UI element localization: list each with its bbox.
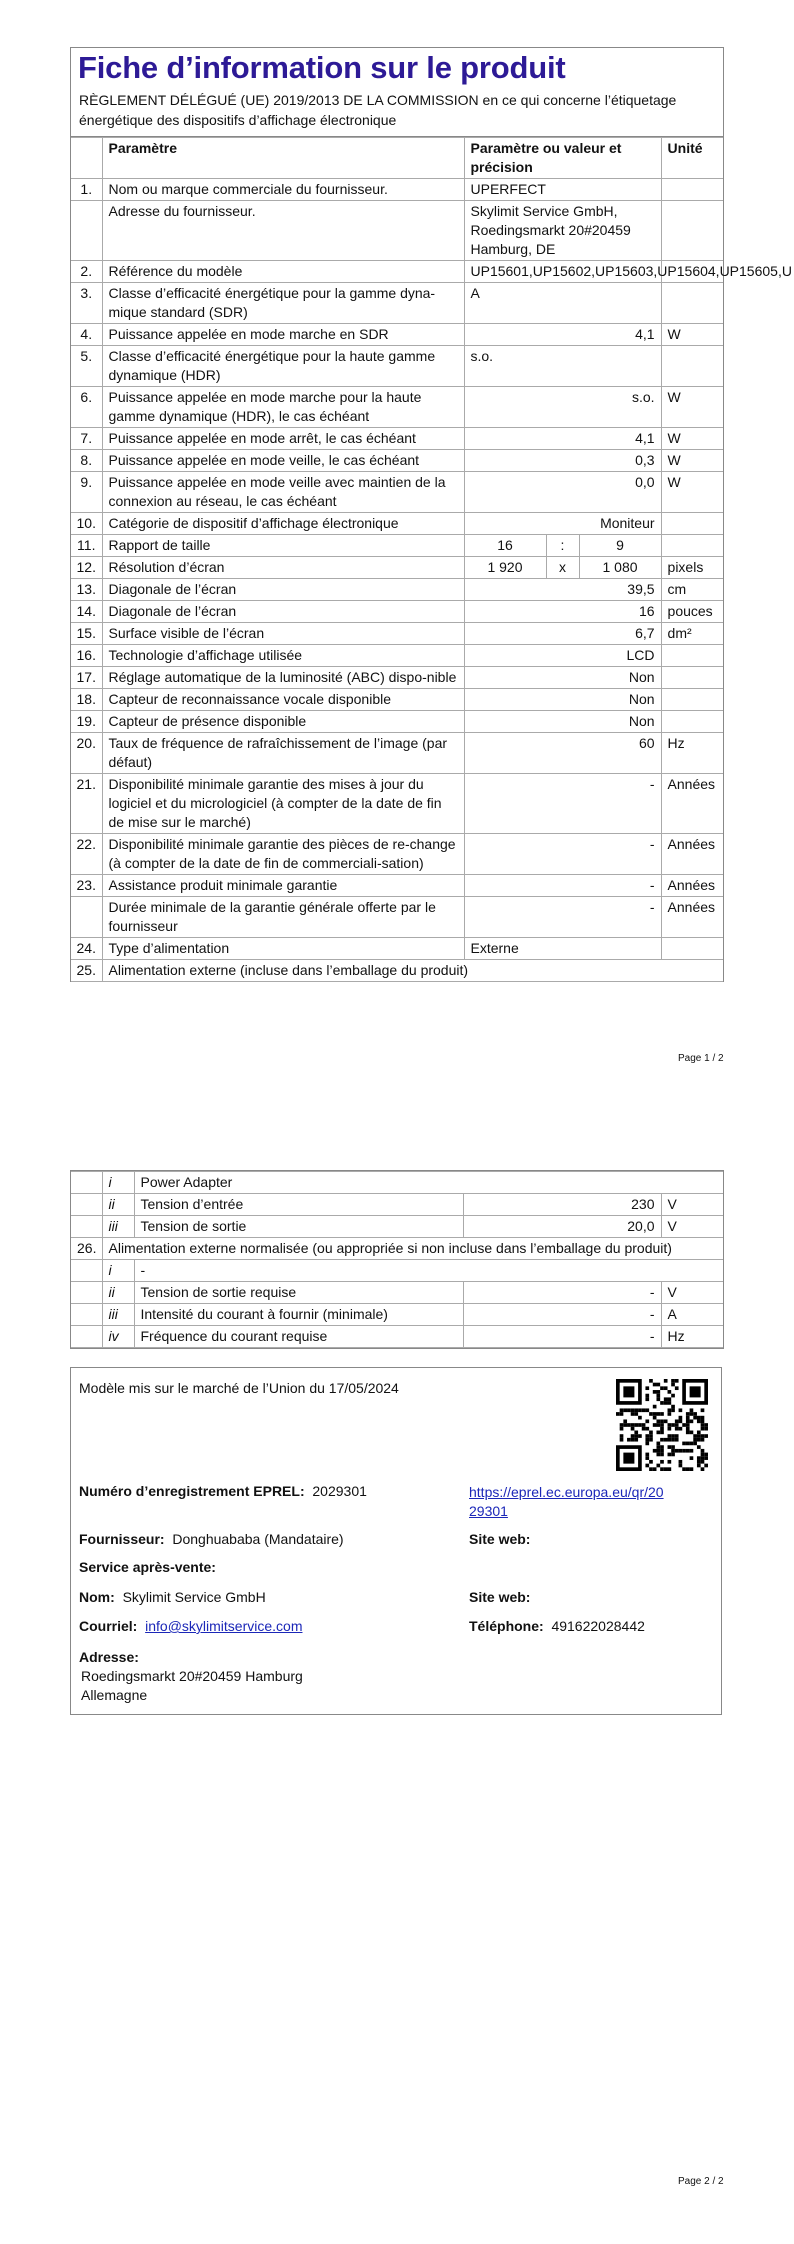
table-row [71,645,723,667]
row-unit: Années [661,875,723,897]
eprel-link-line2[interactable]: 29301 [469,1503,508,1519]
row-parameter: Puissance appelée en mode veille avec maintien de la connexion au réseau, le cas échéant [102,472,464,513]
row-parameter: Adresse du fournisseur. [102,201,464,261]
sub-row-value: 230 [463,1194,661,1216]
row-unit [661,283,723,324]
row-value: - [464,774,661,834]
row-unit [661,667,723,689]
row-parameter: Rapport de taille [102,535,464,557]
regulation-subtitle: RÈGLEMENT DÉLÉGUÉ (UE) 2019/2013 DE LA COMMISSION en ce qui concerne l’étiquetage énergétique des dispositifs d’affichage électronique [71,90,723,137]
sub-row-value: - [463,1326,661,1348]
email-label: Courriel: [79,1618,138,1634]
row-number: 26. [71,1238,102,1260]
row-value: - [464,897,661,938]
registration-box [70,1367,722,1715]
market-date: Modèle mis sur le marché de l’Union du 17/05/2024 [79,1380,399,1396]
table-row [71,938,723,960]
row-number: 20. [71,733,102,774]
table-row [71,897,723,938]
row-parameter: Capteur de reconnaissance vocale disponible [102,689,464,711]
table-row [71,428,723,450]
row-value: - [464,875,661,897]
table-row [71,875,723,897]
table-row [71,283,723,324]
product-info-sheet [70,47,792,982]
sub-row-label: Tension de sortie requise [134,1282,463,1304]
row-value: UP15601,UP15602,UP15603,UP15604,UP15605,U [464,261,661,283]
sub-row-roman: i [102,1172,134,1194]
address-line1: Roedingsmarkt 20#20459 Hamburg [81,1668,303,1684]
service-address [79,1648,303,1705]
row-number [71,201,102,261]
row-parameter: Taux de fréquence de rafraîchissement de l’image (par défaut) [102,733,464,774]
table-row [71,557,723,579]
sub-row-roman: ii [102,1282,134,1304]
row-parameter: Puissance appelée en mode arrêt, le cas échéant [102,428,464,450]
sub-row-unit: V [661,1282,723,1304]
row-number: 13. [71,579,102,601]
eprel-link-line1[interactable]: https://eprel.ec.europa.eu/qr/20 [469,1484,664,1500]
row-parameter: Durée minimale de la garantie générale offerte par le fournisseur [102,897,464,938]
sub-row-blank [71,1216,102,1238]
header-value: Paramètre ou valeur et précision [464,138,661,179]
address-label: Adresse: [79,1649,139,1665]
table-row [71,579,723,601]
row-parameter: Alimentation externe (incluse dans l’emballage du produit) [102,960,723,982]
row-number: 15. [71,623,102,645]
product-parameters-table [71,137,792,982]
sub-table-row [71,1260,723,1282]
table-row [71,472,723,513]
row-value: 60 [464,733,661,774]
page-title: Fiche d’information sur le produit [78,50,566,85]
row-number: 4. [71,324,102,346]
row-parameter: Catégorie de dispositif d’affichage électronique [102,513,464,535]
row-value-1: 1 920 [464,557,546,579]
sub-row-unit: V [661,1194,723,1216]
sub-table-row [71,1282,723,1304]
phone-value: 491622028442 [551,1618,645,1634]
row-unit: pouces [661,601,723,623]
row-unit: dm² [661,623,723,645]
row-value: 39,5 [464,579,661,601]
row-value: A [464,283,661,324]
header-num [71,138,102,179]
row-unit [661,346,723,387]
row-value-2: 9 [579,535,661,557]
row-number: 12. [71,557,102,579]
sub-row-label: Fréquence du courant requise [134,1326,463,1348]
row-number: 23. [71,875,102,897]
sub-row-blank [71,1260,102,1282]
row-number: 3. [71,283,102,324]
row-parameter: Puissance appelée en mode marche en SDR [102,324,464,346]
row-number: 19. [71,711,102,733]
table-row [71,201,723,261]
sub-row-value: 20,0 [463,1216,661,1238]
row-unit [661,201,723,261]
row-parameter: Classe d’efficacité énergétique pour la haute gamme dynamique (HDR) [102,346,464,387]
row-parameter: Disponibilité minimale garantie des pièces de re-change (à compter de la date de fin de commerciali-sation) [102,834,464,875]
sub-row-label: Intensité du courant à fournir (minimale) [134,1304,463,1326]
sub-table-row [71,1216,723,1238]
row-value: Non [464,689,661,711]
row-number: 11. [71,535,102,557]
table-header-row [71,138,723,179]
sub-row-roman: ii [102,1194,134,1216]
header-unit: Unité [661,138,723,179]
row-number: 9. [71,472,102,513]
website-label: Site web: [469,1531,531,1547]
row-value: 4,1 [464,324,661,346]
row-unit [661,535,723,557]
qr-code-icon [616,1379,708,1471]
sub-row-label: Power Adapter [134,1172,723,1194]
eprel-number [79,1483,367,1499]
table-row [71,513,723,535]
row-unit [661,711,723,733]
row-unit: Années [661,774,723,834]
sub-row-roman: i [102,1260,134,1282]
row-value: Externe [464,938,661,960]
address-line2: Allemagne [81,1687,148,1703]
row-parameter: Type d’alimentation [102,938,464,960]
table-row [71,667,723,689]
sub-row-roman: iv [102,1326,134,1348]
row-value-separator: x [546,557,579,579]
sub-row-label: - [134,1260,723,1282]
row-value: Skylimit Service GmbH, Roedingsmarkt 20#20459 Hamburg, DE [464,201,661,261]
row-value: s.o. [464,346,661,387]
table-row [71,346,723,387]
row-unit: W [661,387,723,428]
sub-row-unit: V [661,1216,723,1238]
row-number: 24. [71,938,102,960]
row-parameter: Capteur de présence disponible [102,711,464,733]
row-value: s.o. [464,387,661,428]
power-supply-sheet [70,1170,724,1349]
name-label: Nom: [79,1589,115,1605]
table-row [71,960,723,982]
row-unit: pixels [661,557,723,579]
row-value: UPERFECT [464,179,661,201]
table-row [71,450,723,472]
sub-row-roman: iii [102,1304,134,1326]
row-number: 5. [71,346,102,387]
row-number: 1. [71,179,102,201]
row-value: 16 [464,601,661,623]
row-unit [661,938,723,960]
email-link[interactable]: info@skylimitservice.com [145,1618,303,1634]
row-unit: W [661,472,723,513]
row-parameter: Référence du modèle [102,261,464,283]
row-number: 6. [71,387,102,428]
row-parameter: Disponibilité minimale garantie des mises à jour du logiciel et du micrologiciel (à compter de la date de fin de mise sur le marché) [102,774,464,834]
row-parameter: Résolution d’écran [102,557,464,579]
table-row-26 [71,1238,723,1260]
supplier-label: Fournisseur: [79,1531,165,1547]
service-label: Service après-vente: [79,1559,216,1575]
row-value-2: 1 080 [579,557,661,579]
website2-label: Site web: [469,1589,531,1605]
row-parameter: Réglage automatique de la luminosité (ABC) dispo-nible [102,667,464,689]
eprel-link[interactable] [469,1483,664,1521]
row-value: Non [464,667,661,689]
table-row [71,324,723,346]
sub-table-row [71,1194,723,1216]
phone-label: Téléphone: [469,1618,544,1634]
supplier [79,1531,344,1547]
row-parameter: Surface visible de l’écran [102,623,464,645]
row-value: 0,3 [464,450,661,472]
row-unit: W [661,428,723,450]
row-parameter: Nom ou marque commerciale du fournisseur. [102,179,464,201]
table-row [71,387,723,428]
page-number-2: Page 2 / 2 [678,2176,724,2187]
row-value: Non [464,711,661,733]
row-number: 22. [71,834,102,875]
row-value: 0,0 [464,472,661,513]
page-number: Page 1 / 2 [678,1053,724,1064]
sub-row-blank [71,1304,102,1326]
sub-row-blank [71,1172,102,1194]
eprel-value: 2029301 [312,1483,367,1499]
row-unit: Années [661,897,723,938]
sub-row-label: Tension de sortie [134,1216,463,1238]
table-row [71,733,723,774]
row-number: 16. [71,645,102,667]
row-number: 7. [71,428,102,450]
header-parameter: Paramètre [102,138,464,179]
row-number: 10. [71,513,102,535]
table-row [71,261,723,283]
row-parameter: Assistance produit minimale garantie [102,875,464,897]
row-number: 21. [71,774,102,834]
power-supply-table [71,1171,723,1348]
sub-row-blank [71,1326,102,1348]
sub-row-value: - [463,1282,661,1304]
table-row [71,774,723,834]
row-parameter: Classe d’efficacité énergétique pour la gamme dyna-mique standard (SDR) [102,283,464,324]
row-parameter: Diagonale de l’écran [102,579,464,601]
row-unit: Hz [661,733,723,774]
name-value: Skylimit Service GmbH [122,1589,266,1605]
row-parameter: Alimentation externe normalisée (ou appropriée si non incluse dans l’emballage du produit) [102,1238,723,1260]
service-phone [469,1618,645,1634]
row-unit: W [661,324,723,346]
row-number [71,897,102,938]
sub-table-row [71,1326,723,1348]
row-unit: Années [661,834,723,875]
row-value: - [464,834,661,875]
sub-row-value: - [463,1304,661,1326]
service-name [79,1589,266,1605]
row-number: 17. [71,667,102,689]
row-number: 14. [71,601,102,623]
sub-table-row [71,1172,723,1194]
row-value: LCD [464,645,661,667]
row-value-1: 16 [464,535,546,557]
row-unit: W [661,450,723,472]
row-unit [661,645,723,667]
supplier-value: Donghuababa (Mandataire) [172,1531,344,1547]
table-row [71,689,723,711]
row-value: Moniteur [464,513,661,535]
table-row [71,601,723,623]
row-parameter: Puissance appelée en mode marche pour la haute gamme dynamique (HDR), le cas échéant [102,387,464,428]
row-value: 4,1 [464,428,661,450]
table-row [71,179,723,201]
row-unit [661,689,723,711]
sub-row-unit: A [661,1304,723,1326]
eprel-label: Numéro d’enregistrement EPREL: [79,1483,305,1499]
row-value: 6,7 [464,623,661,645]
sub-row-blank [71,1194,102,1216]
sub-row-blank [71,1282,102,1304]
sub-row-label: Tension d’entrée [134,1194,463,1216]
table-row [71,834,723,875]
row-parameter: Diagonale de l’écran [102,601,464,623]
sub-row-unit: Hz [661,1326,723,1348]
row-unit: cm [661,579,723,601]
row-unit [661,179,723,201]
table-row [71,535,723,557]
table-row [71,623,723,645]
row-value-separator: : [546,535,579,557]
row-parameter: Technologie d’affichage utilisée [102,645,464,667]
row-number: 25. [71,960,102,982]
row-unit [661,513,723,535]
sub-table-row [71,1304,723,1326]
sub-row-roman: iii [102,1216,134,1238]
row-number: 18. [71,689,102,711]
service-email [79,1618,302,1634]
row-parameter: Puissance appelée en mode veille, le cas échéant [102,450,464,472]
row-number: 8. [71,450,102,472]
row-number: 2. [71,261,102,283]
table-row [71,711,723,733]
